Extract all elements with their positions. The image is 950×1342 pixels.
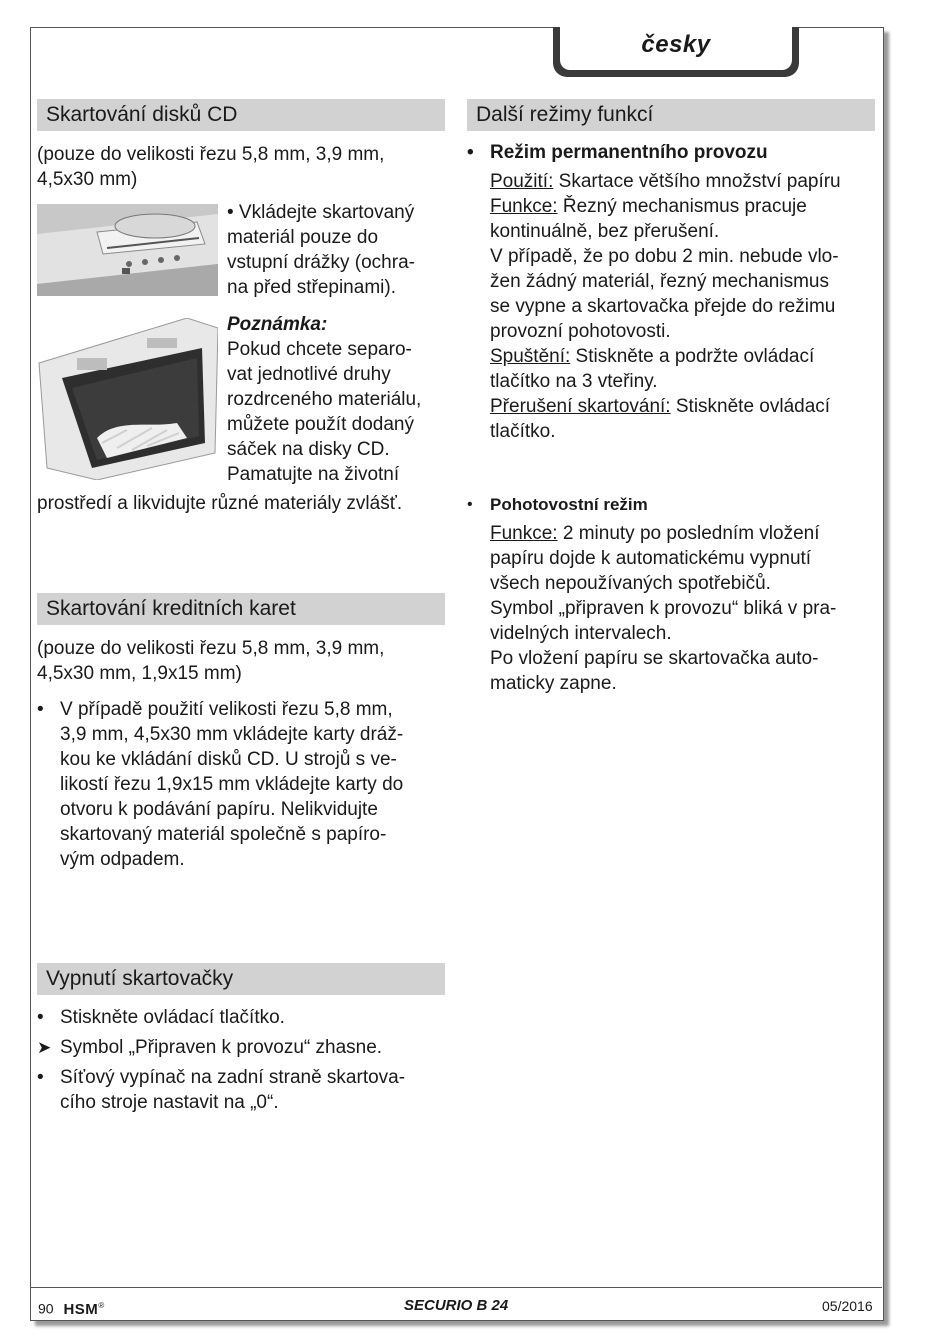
- cd-sizes-line: (pouze do velikosti řezu 5,8 mm, 3,9 mm,: [37, 144, 385, 165]
- language-label: česky: [560, 27, 792, 70]
- page-number: 90: [38, 1300, 54, 1317]
- perm-line: tlačítko.: [490, 421, 556, 442]
- footer-left: [38, 1297, 104, 1319]
- cd-bullet-line: na před střepinami).: [227, 277, 396, 298]
- cd-slot-photo: [37, 204, 218, 296]
- cards-sizes-line: (pouze do velikosti řezu 5,8 mm, 3,9 mm,: [37, 638, 385, 659]
- cards-bullet: [37, 697, 447, 872]
- off-line: Stiskněte ovládací tlačítko.: [60, 1007, 285, 1028]
- standby-line: Po vložení papíru se skartovačka auto-: [490, 648, 819, 669]
- list-item: [467, 492, 877, 696]
- perm-line: žen žádný materiál, řezný mechanismus: [490, 271, 829, 292]
- perm-start-text: Stiskněte a podržte ovládací: [570, 346, 815, 367]
- cards-sizes-line: 4,5x30 mm, 1,9x15 mm): [37, 663, 242, 684]
- note-title: Poznámka:: [227, 314, 328, 335]
- cd-sizes: [37, 142, 445, 192]
- standby-line: všech nepoužívaných spotřebičů.: [490, 573, 771, 594]
- cards-sizes: [37, 636, 445, 686]
- bullet-mark: •: [37, 1007, 44, 1028]
- language-tab: [553, 27, 799, 77]
- cd-bullet: [227, 200, 447, 300]
- perm-line: provozní pohotovosti.: [490, 321, 671, 342]
- perm-line: tlačítko na 3 vteřiny.: [490, 371, 658, 392]
- note-line: prostředí a likvidujte různé materiály zvlášť.: [37, 493, 403, 514]
- cd-slot-illustration: [37, 204, 218, 296]
- note-line: můžete použít dodaný: [227, 414, 414, 435]
- section-heading-cd: Skartování disků CD: [37, 99, 445, 131]
- cd-bag-illustration: [37, 318, 218, 480]
- bullet-mark: •: [467, 496, 473, 513]
- list-item: [37, 1035, 447, 1060]
- bullet-mark: •: [37, 1067, 44, 1088]
- cards-line: likostí řezu 1,9x15 mm vkládejte karty do: [60, 774, 404, 795]
- off-line: Síťový vypínač na zadní straně skartova-: [60, 1067, 406, 1088]
- cd-bag-photo: [37, 318, 218, 480]
- note-line: Pamatujte na životní: [227, 464, 400, 485]
- cards-line: V případě použití velikosti řezu 5,8 mm,: [60, 699, 393, 720]
- bullet-mark: •: [37, 699, 44, 720]
- perm-stop-text: Stiskněte ovládací: [670, 396, 831, 417]
- footer-model: SECURIO B 24: [404, 1297, 509, 1314]
- footer-divider: [30, 1287, 882, 1288]
- section-heading-modes: Další režimy funkcí: [467, 99, 875, 131]
- standby-line: videlných intervalech.: [490, 623, 672, 644]
- perm-start-label: Spuštění:: [490, 346, 571, 367]
- cards-line: 3,9 mm, 4,5x30 mm vkládejte karty dráž-: [60, 724, 404, 745]
- standby-func-text: 2 minuty po posledním vložení: [557, 523, 820, 544]
- list-item: [37, 1005, 447, 1030]
- cd-bullet-line: • Vkládejte skartovaný: [227, 202, 415, 223]
- cards-line: otvoru k podávání papíru. Nelikvidujte: [60, 799, 378, 820]
- standby-line: Symbol „připraven k provozu“ bliká v pra-: [490, 598, 837, 619]
- perm-mode: [467, 140, 877, 444]
- standby-line: maticky zapne.: [490, 673, 617, 694]
- note-line: Pokud chcete separo-: [227, 339, 412, 360]
- perm-line: se vypne a skartovačka přejde do režimu: [490, 296, 836, 317]
- list-item: [467, 140, 877, 444]
- section-heading-cards: Skartování kreditních karet: [37, 593, 445, 625]
- cards-line: kou ke vkládání disků CD. U strojů s ve-: [60, 749, 397, 770]
- perm-line: V případě, že po dobu 2 min. nebude vlo-: [490, 246, 839, 267]
- footer-date: 05/2016: [822, 1298, 873, 1314]
- standby-mode: [467, 492, 877, 696]
- note-line: vat jednotlivé druhy: [227, 364, 391, 385]
- perm-use-label: Použití:: [490, 171, 554, 192]
- brand-logo: HSM: [63, 1300, 99, 1318]
- perm-title: Režim permanentního provozu: [490, 142, 768, 163]
- cd-note-last: [37, 491, 447, 516]
- perm-stop-label: Přerušení skartování:: [490, 396, 671, 417]
- section-heading-off: Vypnutí skartovačky: [37, 963, 445, 995]
- cd-note: [227, 312, 447, 487]
- off-line: Symbol „Připraven k provozu“ zhasne.: [60, 1037, 383, 1058]
- cd-bullet-line: materiál pouze do: [227, 227, 379, 248]
- perm-use-text: Skartace většího množství papíru: [553, 171, 841, 192]
- off-list: [37, 1005, 447, 1115]
- perm-line: kontinuálně, bez přerušení.: [490, 221, 720, 242]
- cd-bullet-line: vstupní drážky (ochra-: [227, 252, 415, 273]
- cards-line: skartovaný materiál společně s papíro-: [60, 824, 387, 845]
- cd-sizes-line: 4,5x30 mm): [37, 169, 138, 190]
- perm-func-label: Funkce:: [490, 196, 558, 217]
- standby-line: papíru dojde k automatickému vypnutí: [490, 548, 812, 569]
- note-line: sáček na disky CD.: [227, 439, 390, 460]
- off-line: cího stroje nastavit na „0“.: [60, 1092, 279, 1113]
- cards-line: vým odpadem.: [60, 849, 185, 870]
- perm-func-text: Řezný mechanismus pracuje: [557, 196, 807, 217]
- arrow-icon: ➤: [37, 1038, 52, 1057]
- note-line: rozdrceného materiálu,: [227, 389, 422, 410]
- standby-func-label: Funkce:: [490, 523, 558, 544]
- bullet-mark: •: [467, 142, 474, 163]
- list-item: [37, 697, 447, 872]
- list-item: [37, 1065, 447, 1115]
- registered-mark: ®: [98, 1301, 105, 1310]
- standby-title: Pohotovostní režim: [490, 495, 648, 514]
